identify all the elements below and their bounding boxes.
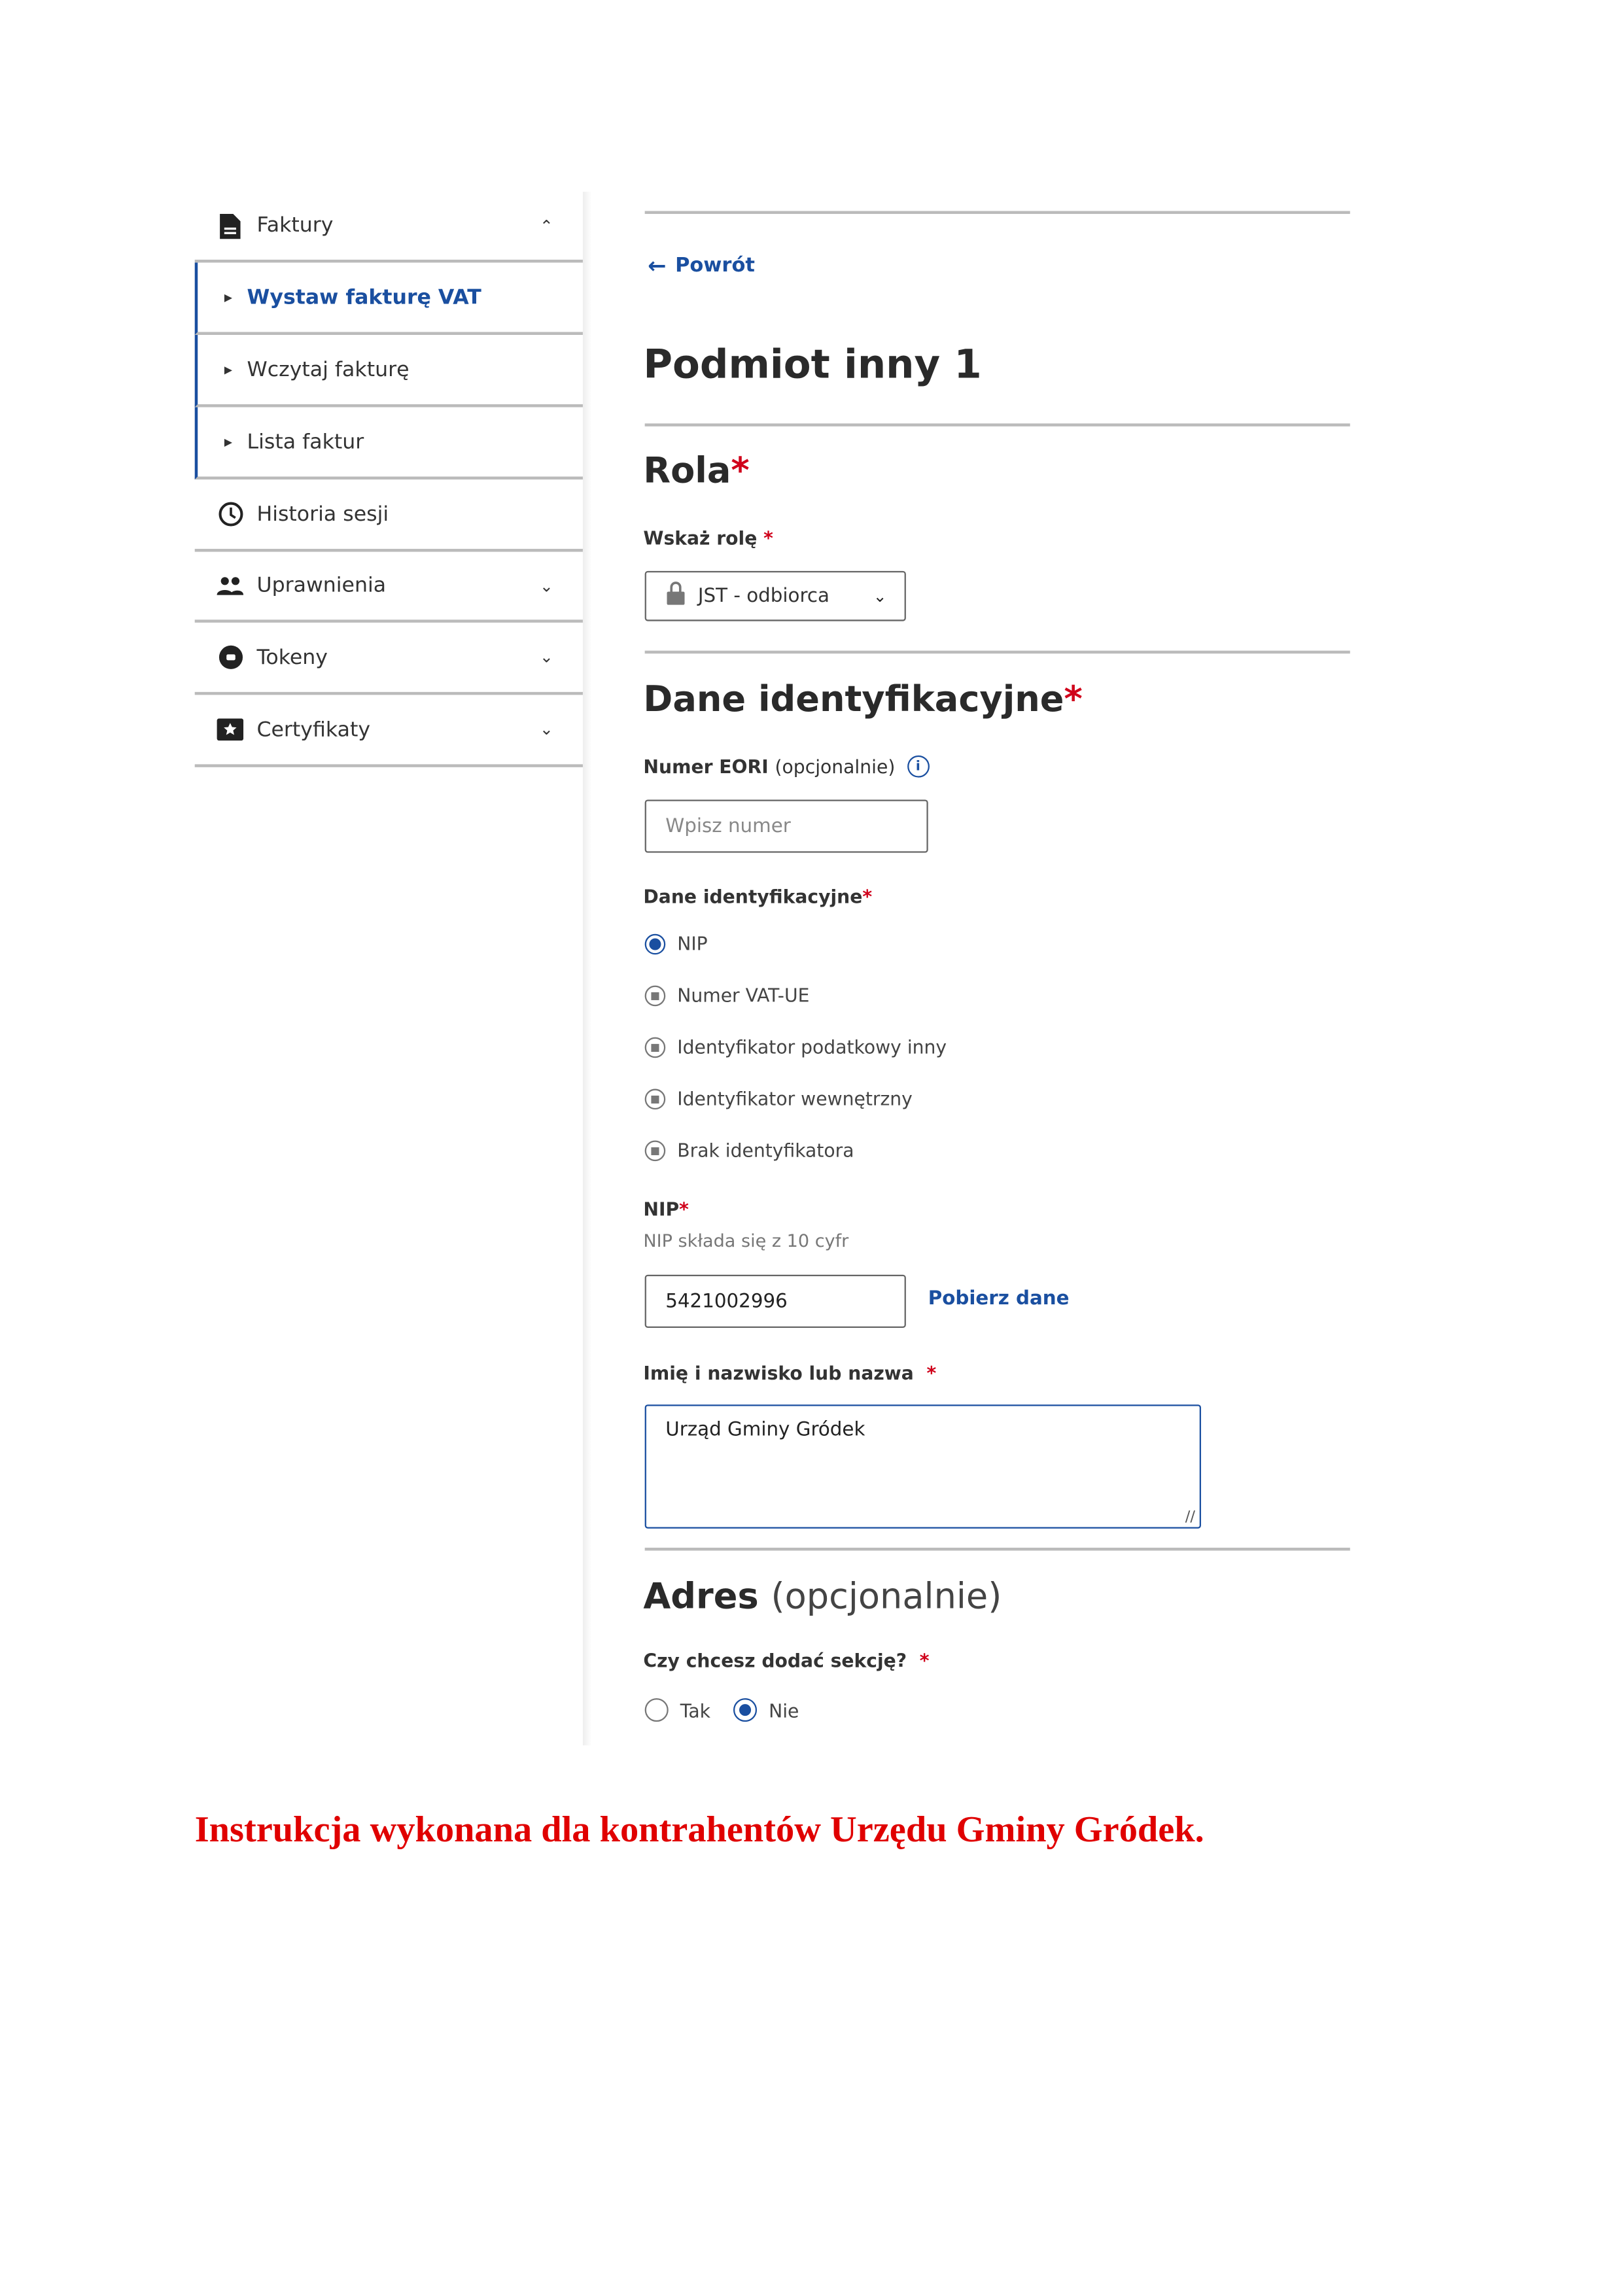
radio-label: Nie xyxy=(769,1699,799,1722)
fetch-data-link[interactable]: Pobierz dane xyxy=(928,1288,1070,1310)
radio-vat-ue xyxy=(645,984,810,1006)
required-mark: * xyxy=(919,1649,930,1672)
sidebar-item-certyfikaty[interactable] xyxy=(195,695,583,767)
radio-tak[interactable] xyxy=(645,1698,710,1722)
label-text: Imię i nazwisko lub nazwa xyxy=(643,1361,914,1384)
eori-input[interactable] xyxy=(645,799,928,852)
sidebar-item-uprawnienia[interactable] xyxy=(195,552,583,623)
divider xyxy=(645,651,1350,654)
resize-handle-icon[interactable]: ∕∕ xyxy=(1185,1509,1195,1526)
label-text: Wskaż rolę xyxy=(643,527,758,549)
radio-brak xyxy=(645,1139,854,1161)
section-heading-rola xyxy=(643,450,749,491)
sidebar-item-wystaw[interactable] xyxy=(195,262,583,335)
lock-icon: ■ xyxy=(645,1139,666,1160)
required-mark: * xyxy=(679,1198,689,1221)
sidebar-item-tokeny[interactable] xyxy=(195,623,583,695)
add-section-label xyxy=(643,1650,929,1672)
label-text: NIP xyxy=(643,1198,680,1221)
chevron-down-icon[interactable]: ⌄ xyxy=(540,648,553,667)
info-icon[interactable]: i xyxy=(907,756,929,778)
radio-label: NIP xyxy=(677,932,708,955)
role-select-value: JST - odbiorca xyxy=(697,585,830,608)
label-text: Czy chcesz dodać sekcję? xyxy=(643,1649,907,1672)
role-label xyxy=(643,527,773,549)
sidebar-item-label: Tokeny xyxy=(256,645,328,669)
required-mark: * xyxy=(862,885,873,908)
eori-label xyxy=(643,756,929,778)
nip-label xyxy=(643,1198,689,1220)
divider xyxy=(645,423,1350,426)
back-label: Powrót xyxy=(675,253,755,278)
arrow-left-icon: ← xyxy=(648,252,667,279)
chevron-down-icon[interactable]: ⌄ xyxy=(540,720,553,740)
footer-note: Instrukcja wykonana dla kontrahentów Urzędu Gminy Gródek. xyxy=(194,1810,1204,1851)
heading-text: Adres xyxy=(643,1575,759,1618)
radio-selected-icon[interactable] xyxy=(645,933,666,954)
radio-label: Tak xyxy=(680,1699,710,1722)
radio-inny xyxy=(645,1035,947,1058)
name-value: Urząd Gminy Gródek xyxy=(665,1419,865,1442)
sidebar-item-label: Lista faktur xyxy=(247,430,364,454)
heading-text: Rola xyxy=(643,449,731,492)
clock-icon xyxy=(217,502,244,527)
sidebar-item-label: Uprawnienia xyxy=(256,574,387,598)
radio-label: Numer VAT-UE xyxy=(677,984,810,1007)
id-type-label xyxy=(643,885,872,907)
radio-label: Identyfikator wewnętrzny xyxy=(677,1087,913,1110)
chevron-up-icon[interactable]: ⌃ xyxy=(540,216,553,235)
lock-icon: ■ xyxy=(645,985,666,1006)
document-icon xyxy=(217,213,244,238)
radio-unselected-icon[interactable] xyxy=(645,1698,669,1722)
sidebar-item-wczytaj[interactable] xyxy=(195,335,583,408)
lock-icon: ■ xyxy=(645,1036,666,1057)
name-label xyxy=(643,1362,936,1384)
label-text: Numer EORI xyxy=(643,755,769,778)
lock-icon: ■ xyxy=(645,1088,666,1109)
heading-text: Dane identyfikacyjne xyxy=(643,678,1064,720)
sidebar-shadow xyxy=(583,192,592,1745)
section-heading-dane xyxy=(643,679,1082,720)
divider xyxy=(645,211,1350,215)
name-textarea[interactable] xyxy=(645,1404,1201,1528)
optional-text: (opcjonalnie) xyxy=(775,755,896,778)
users-icon xyxy=(217,576,244,597)
sidebar-item-label: Wystaw fakturę VAT xyxy=(247,285,481,309)
sidebar-item-faktury[interactable] xyxy=(195,192,583,262)
role-select[interactable] xyxy=(645,571,906,621)
radio-selected-icon[interactable] xyxy=(733,1698,757,1722)
page-title: Podmiot inny 1 xyxy=(643,342,982,389)
nip-input[interactable] xyxy=(645,1275,906,1328)
sidebar-item-label: Certyfikaty xyxy=(256,718,371,742)
nip-hint: NIP składa się z 10 cyfr xyxy=(643,1230,849,1251)
certificate-icon xyxy=(217,718,244,740)
radio-label: Identyfikator podatkowy inny xyxy=(677,1035,947,1058)
divider xyxy=(645,1548,1350,1551)
sidebar-item-label: Historia sesji xyxy=(256,502,389,527)
back-link[interactable] xyxy=(648,252,755,279)
required-mark: * xyxy=(1064,678,1083,720)
chevron-down-icon[interactable]: ⌄ xyxy=(540,576,553,596)
lock-icon xyxy=(667,582,684,611)
optional-text: (opcjonalnie) xyxy=(771,1575,1002,1618)
sidebar-item-label: Wczytaj fakturę xyxy=(247,357,410,382)
sidebar-item-historia[interactable] xyxy=(195,479,583,552)
required-mark: * xyxy=(731,449,750,492)
chevron-down-icon: ⌄ xyxy=(873,586,887,606)
eori-placeholder: Wpisz numer xyxy=(665,815,791,837)
radio-nip[interactable] xyxy=(645,932,708,954)
sidebar-item-label: Faktury xyxy=(256,214,334,238)
nip-value: 5421002996 xyxy=(665,1290,788,1313)
caret-icon: ▶ xyxy=(224,363,232,376)
caret-icon: ▶ xyxy=(224,436,232,448)
caret-icon: ▶ xyxy=(224,291,232,304)
sidebar-item-lista[interactable] xyxy=(195,408,583,480)
radio-wewnetrzny xyxy=(645,1087,913,1109)
required-mark: * xyxy=(926,1361,937,1384)
required-mark: * xyxy=(763,527,773,549)
radio-nie[interactable] xyxy=(733,1698,799,1722)
label-text: Dane identyfikacyjne xyxy=(643,885,863,908)
section-heading-adres xyxy=(643,1576,1002,1617)
token-icon xyxy=(217,645,244,670)
radio-label: Brak identyfikatora xyxy=(677,1139,854,1162)
